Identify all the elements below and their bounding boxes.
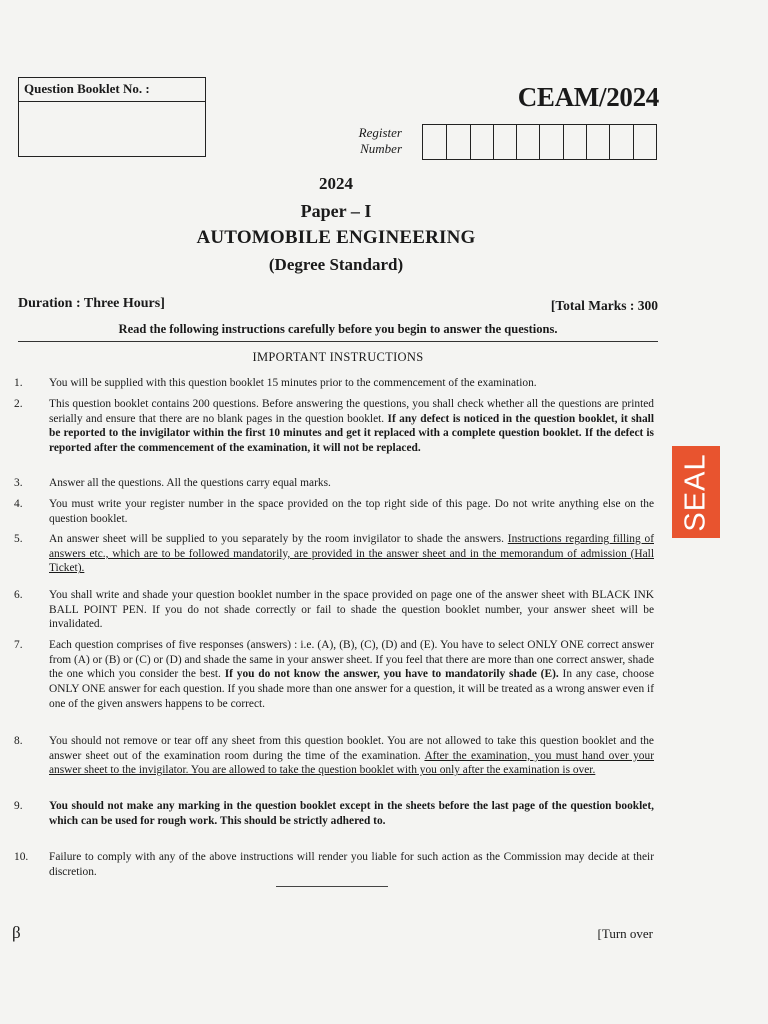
- instruction-segment: After the examination, you must hand over your answer sheet to the invigilator. You are allowed to take the question booklet with you only after the examination is over.: [49, 749, 654, 777]
- instruction-text: [49, 497, 654, 526]
- booklet-number-label: Question Booklet No. :: [19, 78, 205, 102]
- instruction-number: 2.: [14, 398, 23, 410]
- instruction-number: 9.: [14, 800, 23, 812]
- duration: Duration : Three Hours]: [18, 296, 165, 311]
- exam-year: 2024: [319, 174, 353, 193]
- instruction-segment: You must write your register number in the space provided on the top right side of this page. Do not write anything else on the question booklet.: [49, 498, 654, 525]
- register-cell[interactable]: [516, 125, 539, 159]
- instruction-segment: This question booklet contains 200 questions. Before answering the questions, you shall check whether all the questions are printed serially and ensure that there are no blank pages in the question booklet.: [49, 398, 654, 425]
- total-marks: [Total Marks : 300: [550, 298, 658, 313]
- question-booklet-number-box[interactable]: [18, 77, 206, 157]
- register-cell[interactable]: [633, 125, 656, 159]
- instruction-segment: In any case, choose ONLY ONE answer for each question. If you shade more than one answer for a question, it will be treated as a wrong answer even if one of the given answers happens to be correct.: [49, 668, 655, 710]
- instruction-segment: Instructions regarding filling of answers etc., which are to be followed mandatorily, are provided in the answer sheet and in the memorandum of admission (Hall Ticket).: [49, 533, 654, 575]
- paper-number: Paper – I: [300, 201, 372, 221]
- instruction-text: [49, 376, 654, 391]
- instruction-text: [49, 397, 654, 456]
- register-number-label: [330, 125, 402, 157]
- register-cell[interactable]: [493, 125, 516, 159]
- instruction-segment: An answer sheet will be supplied to you separately by the room invigilator to shade the answers.: [49, 533, 508, 545]
- instruction-segment: You will be supplied with this question booklet 15 minutes prior to the commencement of the examination.: [49, 377, 537, 389]
- instruction-text: [49, 850, 654, 879]
- instruction-number: 7.: [14, 639, 23, 651]
- instruction-number: 3.: [14, 477, 23, 489]
- register-cell[interactable]: [586, 125, 609, 159]
- instruction-segment: You should not make any marking in the question booklet except in the sheets before the last page of the question booklet, which can be used for rough work. This should be strictly adhered to.: [49, 800, 654, 827]
- instruction-item: [14, 376, 654, 391]
- instruction-text: [49, 588, 654, 632]
- instruction-segment: If any defect is noticed in the question booklet, it shall be reported to the invigilator within the first 10 minutes and get it replaced with a complete question booklet. If the defect is reported after the commencement of the examination, it will not be replaced.: [49, 412, 654, 455]
- instruction-item: [14, 734, 654, 778]
- register-label-line2: Number: [360, 141, 402, 156]
- instruction-number: 4.: [14, 498, 23, 510]
- instruction-segment: You shall write and shade your question booklet number in the space provided on page one of the answer sheet with BLACK INK BALL POINT PEN. If you do not shade correctly or fail to shade the question booklet number, your answer sheet will be invalidated.: [49, 589, 654, 631]
- instruction-segment: Each question comprises of five responses (answers) : i.e. (A), (B), (C), (D) and (E). You have to select ONLY ONE correct answer from (A) or (B) or (C) or (D) and shade the same in your answer sheet. If you feel that there are more than one correct answer, shade the one which you consider the best.: [49, 639, 654, 681]
- instruction-item: [14, 850, 654, 879]
- exam-code: CEAM/2024: [517, 82, 659, 112]
- register-number-grid[interactable]: [422, 124, 657, 160]
- instruction-number: 8.: [14, 735, 23, 747]
- instruction-segment: Failure to comply with any of the above instructions will render you liable for such action as the Commission may decide at their discretion.: [49, 851, 654, 878]
- instruction-item: [14, 799, 654, 828]
- instruction-number: 5.: [14, 533, 23, 545]
- degree-standard: (Degree Standard): [268, 255, 404, 274]
- instruction-item: [14, 588, 654, 632]
- instruction-number: 6.: [14, 589, 23, 601]
- subject-title: AUTOMOBILE ENGINEERING: [196, 227, 476, 248]
- instruction-item: [14, 476, 654, 491]
- end-rule: [276, 886, 388, 887]
- instruction-text: [49, 734, 654, 778]
- instruction-text: [49, 532, 654, 576]
- register-label-line1: Register: [358, 125, 402, 140]
- seal-tab[interactable]: [672, 446, 720, 538]
- instruction-number: 1.: [14, 377, 23, 389]
- instruction-item: [14, 532, 654, 576]
- seal-label: SEAL: [679, 452, 712, 532]
- register-cell[interactable]: [609, 125, 632, 159]
- register-cell[interactable]: [563, 125, 586, 159]
- instruction-text: [49, 476, 654, 491]
- instruction-item: [14, 638, 654, 712]
- register-cell[interactable]: [470, 125, 493, 159]
- instructions-heading: IMPORTANT INSTRUCTIONS: [252, 350, 424, 364]
- instruction-item: [14, 397, 654, 456]
- register-cell[interactable]: [539, 125, 562, 159]
- instruction-text: [49, 638, 654, 712]
- instruction-text: [49, 799, 654, 828]
- beta-mark: β: [12, 923, 21, 942]
- divider: [18, 341, 658, 342]
- instruction-item: [14, 497, 654, 526]
- register-cell[interactable]: [423, 125, 446, 159]
- instruction-segment: You should not remove or tear off any sheet from this question booklet. You are not allowed to take this question booklet and the answer sheet out of the examination room during the time of the examination.: [49, 735, 654, 762]
- register-cell[interactable]: [446, 125, 469, 159]
- read-instructions-note: Read the following instructions carefully before you begin to answer the questions.: [118, 322, 558, 336]
- instruction-segment: Answer all the questions. All the questions carry equal marks.: [49, 477, 331, 489]
- instruction-segment: If you do not know the answer, you have to mandatorily shade (E).: [224, 668, 559, 681]
- turn-over-label: [Turn over: [597, 926, 653, 941]
- instruction-number: 10.: [14, 851, 29, 863]
